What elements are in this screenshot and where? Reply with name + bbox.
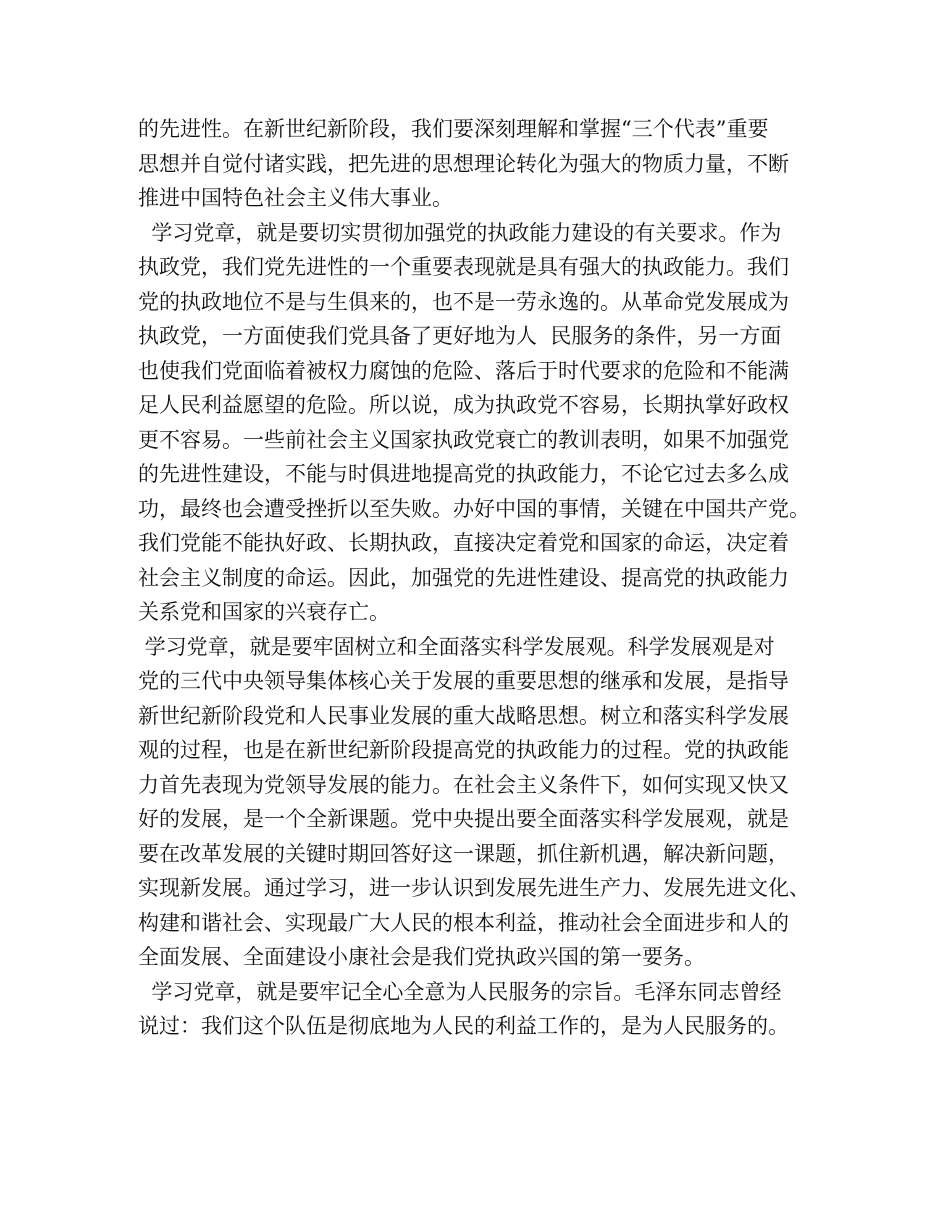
- text-line: 的先进性建设，不能与时俱进地提高党的执政能力，不论它过去多么成: [138, 462, 789, 486]
- text-line: 执政党，一方面使我们党具备了更好地为人 民服务的条件，另一方面: [138, 324, 782, 348]
- text-line: 更不容易。一些前社会主义国家执政党衰亡的教训表明，如果不加强党: [138, 427, 789, 452]
- text-line: 学习党章，就是要牢固树立和全面落实科学发展观。科学发展观是对: [138, 634, 775, 659]
- text-line: 推进中国特色社会主义伟大事业。: [138, 186, 453, 210]
- text-line: 思想并自觉付诸实践，把先进的思想理论转化为强大的物质力量，不断: [138, 151, 789, 176]
- text-line: 新世纪新阶段党和人民事业发展的重大战略思想。树立和落实科学发展: [138, 703, 789, 728]
- text-line: 执政党，我们党先进性的一个重要表现就是具有强大的执政能力。我们: [138, 255, 789, 279]
- text-line: 构建和谐社会、实现最广大人民的根本利益，推动社会全面进步和人的: [138, 910, 789, 935]
- text-line: 社会主义制度的命运。因此，加强党的先进性建设、提高党的执政能力: [138, 565, 789, 590]
- text-line: 我们党能不能执好政、长期执政，直接决定着党和国家的命运，决定着: [138, 531, 789, 555]
- text-line: 要在改革发展的关键时期回答好这一课题，抓住新机遇，解决新问题，: [138, 841, 789, 866]
- text-line: 学习党章，就是要切实贯彻加强党的执政能力建设的有关要求。作为: [138, 220, 782, 245]
- text-line: 党的三代中央领导集体核心关于发展的重要思想的继承和发展，是指导: [138, 669, 789, 693]
- text-line: 好的发展，是一个全新课题。党中央提出要全面落实科学发展观，就是: [138, 807, 789, 831]
- body-text: [138, 112, 828, 1044]
- text-line: 关系党和国家的兴衰存亡。: [138, 600, 390, 624]
- text-line: 全面发展、全面建设小康社会是我们党执政兴国的第一要务。: [138, 945, 705, 969]
- text-line: 学习党章，就是要牢记全心全意为人民服务的宗旨。毛泽东同志曾经: [138, 979, 782, 1004]
- text-line: 的先进性。在新世纪新阶段，我们要深刻理解和掌握“三个代表”重要: [138, 117, 769, 141]
- text-line: 也使我们党面临着被权力腐蚀的危险、落后于时代要求的危险和不能满: [138, 358, 789, 383]
- text-line: 说过：我们这个队伍是彻底地为人民的利益工作的，是为人民服务的。: [138, 1014, 789, 1038]
- text-line: 功，最终也会遭受挫折以至失败。办好中国的事情，关键在中国共产党。: [138, 496, 810, 521]
- text-line: 足人民利益愿望的危险。所以说，成为执政党不容易，长期执掌好政权: [138, 393, 789, 417]
- text-line: 力首先表现为党领导发展的能力。在社会主义条件下，如何实现又快又: [138, 772, 789, 797]
- text-line: 实现新发展。通过学习，进一步认识到发展先进生产力、发展先进文化、: [138, 876, 810, 900]
- text-line: 党的执政地位不是与生俱来的，也不是一劳永逸的。从革命党发展成为: [138, 289, 789, 314]
- text-line: 观的过程，也是在新世纪新阶段提高党的执政能力的过程。党的执政能: [138, 738, 789, 762]
